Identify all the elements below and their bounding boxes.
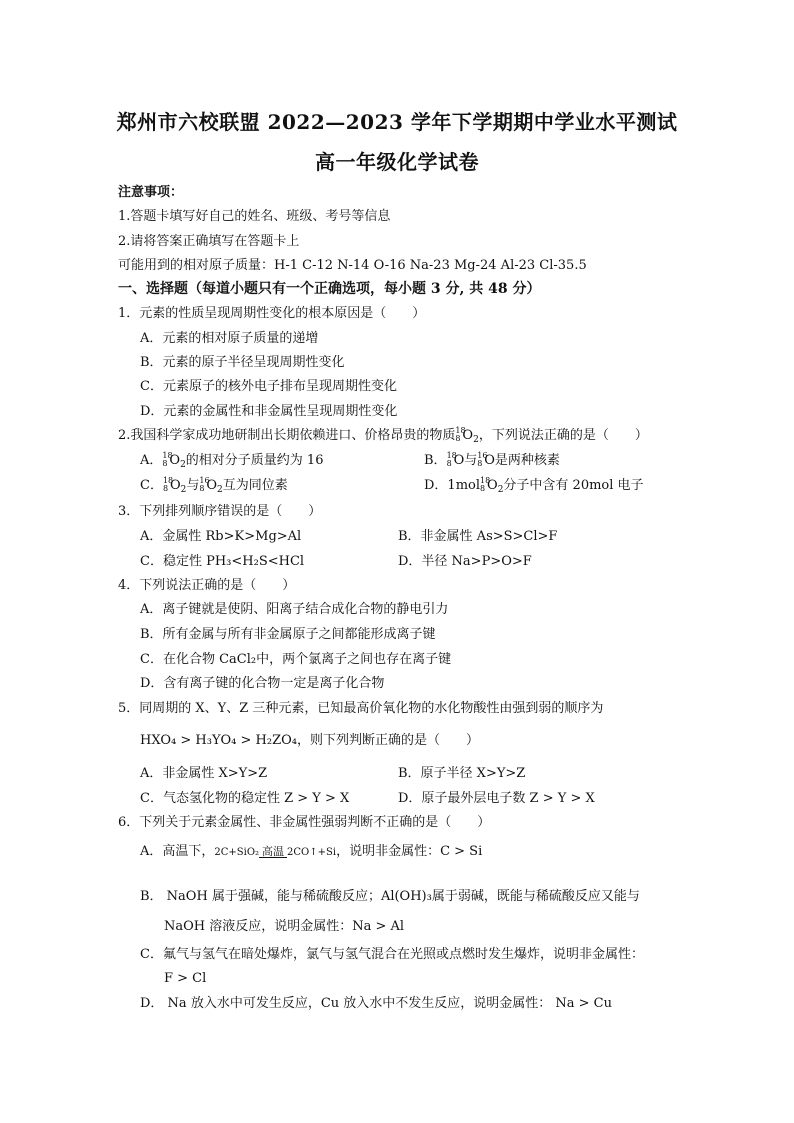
q4-option-c: C．在化合物 CaCl₂中，两个氯离子之间也存在离子键 — [140, 652, 452, 667]
q6-reaction-arrow: 高温 — [259, 846, 287, 859]
q6-products: 2CO↑+Si — [287, 847, 337, 858]
q3-option-d: D．半径 Na>P>O>F — [398, 554, 532, 569]
notes-heading: 注意事项： — [118, 185, 184, 200]
section-1-title: 一、选择题（每道小题只有一个正确选项，每小题 3 分, 共 48 分） — [118, 281, 541, 297]
q4-option-a: A．离子键就是使阴、阳离子结合成化合物的静电引力 — [140, 602, 449, 617]
q6-option-b-line2: NaOH 溶液反应，说明金属性：Na > Al — [164, 919, 405, 934]
q1-option-a: A．元素的相对原子质量的递增 — [140, 331, 319, 346]
q6-option-b-line1: B． NaOH 属于强碱，能与稀硫酸反应；Al(OH)₃属于弱碱，既能与稀硫酸反应又能与 — [140, 889, 640, 904]
q2-option-c: C． 18 8 $O_2$与 16 8 $O_2$互为同位素 — [140, 476, 288, 495]
q2-option-b: B． 18 8 O与 16 8 O是两种核素 — [424, 451, 560, 468]
atomic-masses: 可能用到的相对原子质量：H-1 C-12 N-14 O-16 Na-23 Mg-24 Al-23 Cl-35.5 — [118, 258, 587, 273]
q1-option-d: D．元素的金属性和非金属性呈现周期性变化 — [140, 404, 398, 419]
q4-option-d: D．含有离子键的化合物一定是离子化合物 — [140, 676, 385, 691]
q6-stem: 6．下列关于元素金属性、非金属性强弱判断不正确的是（ ） — [118, 815, 491, 830]
q6-option-d: D． Na 放入水中可发生反应，Cu 放入水中不发生反应，说明金属性： Na > Cu — [140, 996, 612, 1011]
q5-option-a: A．非金属性 X>Y>Z — [140, 766, 268, 781]
q5-stem: 5．同周期的 X、Y、Z 三种元素，已知最高价氧化物的水化物酸性由强到弱的顺序为 — [118, 701, 604, 716]
q3-option-b: B．非金属性 As>S>Cl>F — [398, 529, 558, 544]
q3-option-a: A．金属性 Rb>K>Mg>Al — [140, 529, 302, 544]
q3-option-c: C．稳定性 PH₃<H₂S<HCl — [140, 554, 305, 569]
exam-subtitle: 高一年级化学试卷 — [315, 150, 479, 174]
q6-option-c-line1: C．氟气与氢气在暗处爆炸，氯气与氢气混合在光照或点燃时发生爆炸，说明非金属性： — [140, 947, 644, 962]
q1-option-c: C．元素原子的核外电子排布呈现周期性变化 — [140, 379, 397, 394]
q4-stem: 4．下列说法正确的是（ ） — [118, 578, 296, 593]
q2-option-a: A． 18 8 $O_2$的相对分子质量约为 16 — [140, 451, 324, 470]
q6-option-a: A．高温下，2C+SiO₂ 高温 2CO↑+Si，说明非金属性：C > Si — [140, 844, 483, 859]
q6-option-c-line2: F > Cl — [164, 971, 207, 986]
q5-option-b: B．原子半径 X>Y>Z — [398, 766, 526, 781]
q3-stem: 3．下列排列顺序错误的是（ ） — [118, 504, 322, 519]
q1-stem: 1．元素的性质呈现周期性变化的根本原因是（ ） — [118, 306, 426, 321]
q5-option-c: C．气态氢化物的稳定性 Z > Y > X — [140, 791, 350, 806]
q2-option-d: D．1mol 18 8 $O_2$分子中含有 20mol 电子 — [424, 476, 644, 495]
q4-option-b: B．所有金属与所有非金属原子之间都能形成离子键 — [140, 627, 436, 642]
note-2: 2.请将答案正确填写在答题卡上 — [118, 234, 300, 249]
note-1: 1.答题卡填写好自己的姓名、班级、考号等信息 — [118, 209, 391, 224]
exam-title: 郑州市六校联盟 2022—2023 学年下学期期中学业水平测试 — [116, 110, 678, 134]
q1-option-b: B．元素的原子半径呈现周期性变化 — [140, 355, 345, 370]
q5-option-d: D．原子最外层电子数 Z > Y > X — [398, 791, 595, 806]
q2-stem: 2.我国科学家成功地研制出长期依赖进口、价格昂贵的物质 18 8 $O_2$，下列说法正确的是（ ） — [118, 426, 648, 445]
q6-reactants: 2C+SiO₂ — [214, 847, 260, 858]
q5-acid-order: HXO₄ > H₃YO₄ > H₂ZO₄，则下列判断正确的是（ ） — [140, 733, 479, 748]
